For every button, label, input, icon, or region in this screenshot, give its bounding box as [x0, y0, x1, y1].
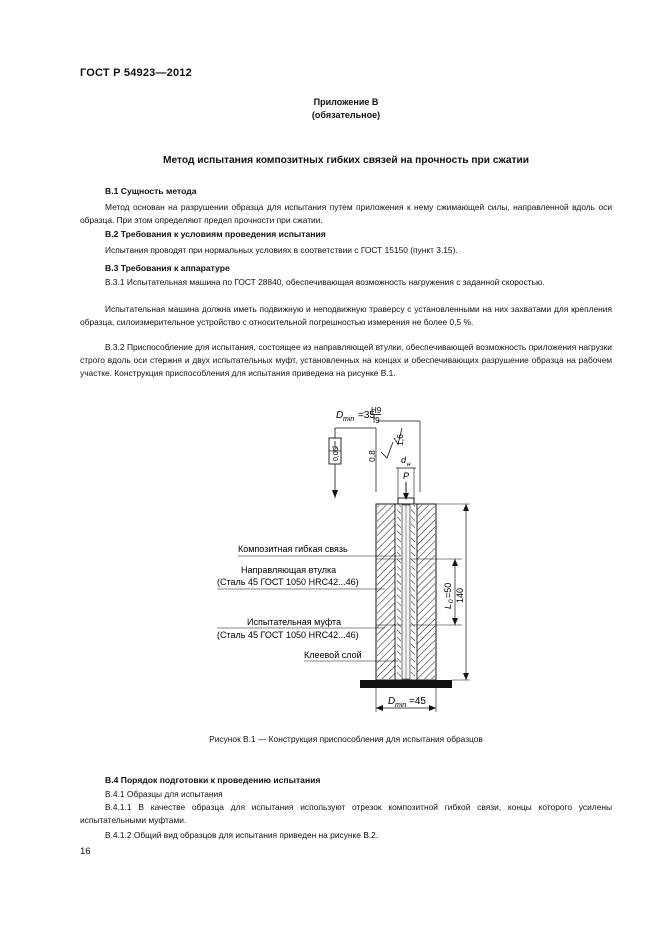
perp-tol-value: 0,05 [333, 447, 340, 461]
fit-denominator: f9 [373, 416, 380, 425]
dmin-top-value: =35 [358, 410, 375, 421]
page-number: 16 [80, 846, 91, 857]
leader-sleeve [217, 565, 385, 589]
base-plate [360, 680, 452, 688]
perpendicularity-tolerance [329, 428, 376, 498]
dmin-top-symbol: D [336, 410, 344, 421]
section-b2-text: Испытания проводят при нормальных условиях в соответствии с ГОСТ 15150 (пункт 3.15). [105, 245, 458, 255]
leader-coupling [217, 617, 385, 640]
dn-sub: н [407, 461, 411, 468]
l0-value: =50 [443, 582, 453, 598]
l0-symbol: L [443, 603, 453, 609]
section-b3-p3: В.3.2 Приспособление для испытания, состоящее из направляющей втулки, обеспечивающей возможность приложения нагрузки строго вдоль оси стержня и двух испытательных муфт, установленных на концах и обеспечивающих разрушение образца на рабочем участке. Конструкция приспособления для испытания приведена на рисунке В.1. [80, 342, 612, 378]
appendix-title: Метод испытания композитных гибких связей на прочность при сжатии [162, 155, 530, 166]
roughness-marks [367, 428, 405, 462]
appendix-type: (обязательное) [311, 110, 381, 120]
l0-sub: 0 [448, 599, 455, 603]
height-dimension [436, 504, 470, 680]
section-b3-heading: В.3 Требования к аппаратуре [105, 263, 230, 273]
section-b1-heading: В.1 Сущность метода [105, 186, 197, 196]
document-header: ГОСТ Р 54923—2012 [80, 67, 192, 79]
label-composite: Композитная гибкая связь [238, 544, 348, 554]
dmin-top-sub: min [343, 416, 355, 423]
section-b2-heading: В.2 Требования к условиям проведения испытания [105, 229, 326, 239]
section-b1-text: Метод основан на разрушении образца для испытания путем приложения к нему сжимающей силы, направленной вдоль оси образца. При этом определяют предел прочности при сжатии. [80, 202, 612, 225]
force-arrow [403, 471, 409, 500]
fixture-body [376, 504, 436, 680]
label-coupling-2: (Сталь 45 ГОСТ 1050 HRC42...46) [217, 630, 359, 640]
label-sleeve-2: (Сталь 45 ГОСТ 1050 HRC42...46) [217, 577, 359, 587]
height-value: 140 [455, 587, 465, 603]
figure-b1-caption: Рисунок В.1 — Конструкция приспособления для испытания образцов [209, 734, 483, 744]
roughness-08: 0,8 [367, 450, 377, 462]
dmin-bottom-symbol: D [388, 696, 396, 707]
label-sleeve-1: Направляющая втулка [241, 565, 337, 575]
section-b4-p2: В.4.1.1 В качестве образца для испытания используют отрезок композитной гибкой связи, концы которого усилены испытательными муфтами. [80, 802, 612, 825]
appendix-label: Приложение В [313, 97, 379, 107]
dmin-bottom-value: =45 [409, 696, 426, 707]
label-glue: Клеевой слой [304, 650, 362, 660]
force-label: P [403, 471, 410, 481]
section-b4-p1: В.4.1 Образцы для испытания [105, 789, 223, 799]
section-b4-heading: В.4 Порядок подготовки к проведению испытания [105, 775, 321, 785]
dn-symbol: d [401, 455, 407, 465]
roughness-16: 1,6 [395, 434, 405, 446]
label-coupling-1: Испытательная муфта [247, 617, 342, 627]
section-b3-p2: Испытательная машина должна иметь подвижную и неподвижную траверсу с установленными на них захватами для крепления образца, силоизмерительное устройство с относительной погрешностью измерения не более 0,5 %. [80, 304, 612, 327]
dmin-bottom-sub: min [395, 702, 407, 709]
section-b3-p1: В.3.1 Испытательная машина по ГОСТ 28840, обеспечивающая возможность нагружения с заданной скоростью. [105, 277, 545, 287]
bottom-dimension-dmin [376, 688, 436, 712]
fit-numerator: H9 [371, 406, 382, 415]
section-b4-p3: В.4.1.2 Общий вид образцов для испытания приведен на рисунке В.2. [105, 830, 379, 840]
